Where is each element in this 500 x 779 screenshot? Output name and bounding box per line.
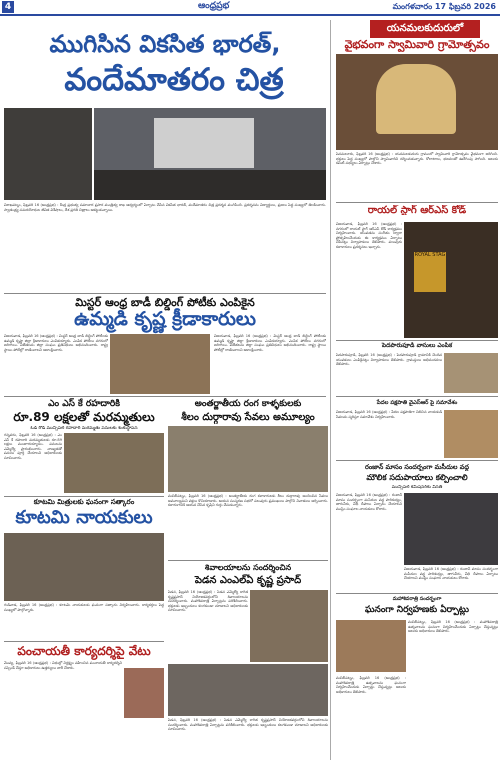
divider xyxy=(336,396,498,397)
story8-kicker: కూటమి మిత్రులకు ఘనంగా సత్కారం xyxy=(33,498,135,506)
story11-body: విజయవాడ, ఫిబ్రవరి 16 (ఆంధ్రప్రభ) : పేదల పక్షపాతిగా నిలిచిన నాయకుడి సేవలను స్మరిస్తూ సమావేశం నిర్వహించారు. xyxy=(336,410,442,419)
story10-photo xyxy=(250,590,328,662)
story1-headline-line1: ముగిసిన వికసిత భారత్, xyxy=(49,30,281,58)
story1-photo-2 xyxy=(94,108,326,200)
divider xyxy=(336,340,498,341)
story3-body: విజయవాడ, ఫిబ్రవరి 16 (ఆంధ్రప్రభ) : నగరంలో రాయల్ స్టాగ్ ఆర్ఎస్ కోడ్ కార్యక్రమం నిర్వహించారు. యువతను సంగీతం ద్వారా ప్రోత్సహించేందుకు ఈ కార్యక్రమం ఏర్పాటు చేసినట్లు నిర్వాహకులు తెలిపారు. పలువురు కళాకారులు ప్రదర్శనలు ఇచ్చారు. xyxy=(336,222,402,249)
story11-photo xyxy=(444,410,498,458)
story13-kicker: ఘనంగా నిర్వహణకు ఏర్పాట్లు xyxy=(364,605,469,615)
column-divider xyxy=(330,20,331,760)
story13-body: మచిలీపట్నం, ఫిబ్రవరి 16 (ఆంధ్రప్రభ) : మహాశివరాత్రి ఉత్సవాలను ఘనంగా నిర్వహించేందుకు ఏర్పాట్లు చేస్తున్నట్లు ఆలయ అధికారులు తెలిపారు. xyxy=(408,620,498,634)
story4-photo xyxy=(110,334,210,394)
story10-body: పెడన, ఫిబ్రవరి 16 (ఆంధ్రప్రభ) : పెడన ఎమ్మెల్యే కాగిత కృష్ణప్రసాద్ నియోజకవర్గంలోని శివాలయాలను సందర్శించారు. మహాశివరాత్రి ఏర్పాట్లను పరిశీలించారు. భక్తులకు ఇబ్బందులు కలగకుండా చూడాలని అధికారులకు సూచించారు. xyxy=(168,590,248,613)
divider xyxy=(336,460,498,461)
story7-body: మచిలీపట్నం, ఫిబ్రవరి 16 (ఆంధ్రప్రభ) : అంతర్జాతీయ రంగ కళాకారులకు శీలం దుర్గారావు అందించిన సేవలు అమూల్యమని వక్తలు కొనియాడారు. ఆయన సంస్మరణ సభలో పలువురు ప్రముఖులు పాల్గొని నివాళులు అర్పించారు. కళారంగానికి ఆయన చేసిన కృషిని గుర్తు చేసుకున్నారు. xyxy=(168,494,328,508)
story3-kicker: రాయల్ స్టాగ్ ఆర్ఎస్ కోడ్ xyxy=(367,205,467,215)
divider xyxy=(4,641,164,642)
story12-headline: మౌలిక సదుపాయాలు కల్పించాలి xyxy=(366,473,468,482)
story13-body-2: మచిలీపట్నం, ఫిబ్రవరి 16 (ఆంధ్రప్రభ) : మహాశివరాత్రి ఉత్సవాలను ఘనంగా నిర్వహించేందుకు ఏర్పాట్లు చేస్తున్నట్లు ఆలయ అధికారులు తెలిపారు. xyxy=(336,676,406,694)
story4-kicker: మిస్టర్ ఆంధ్ర బాడీ బిల్డింగ్ పోటీకు ఎంపికైన xyxy=(75,296,255,309)
story9-body: మొవ్వ, ఫిబ్రవరి 16 (ఆంధ్రప్రభ) : విధుల్లో నిర్లక్ష్యం వహించిన పంచాయతీ కార్యదర్శిని సస్పెండ్ చేస్తూ అధికారులు ఉత్తర్వులు జారీ చేశారు. xyxy=(4,661,122,670)
story7-kicker: అంతర్జాతీయ రంగ కాళ్ళకులకు xyxy=(194,399,302,409)
story7-headline: శీలం దుర్గారావు సేవలు అమూల్యం xyxy=(181,412,315,423)
story10-headline: పెడన ఎంఎల్‌ఏ కృష్ణ ప్రసాద్ xyxy=(194,575,302,586)
story2-kicker: యనమలకుదురులో xyxy=(370,20,480,38)
divider xyxy=(336,202,498,203)
paper-name: ఆంధ్రప్రభ xyxy=(198,1,230,11)
story4-headline: ఉమ్మడి కృష్ణ క్రీడాకారులు xyxy=(74,308,256,330)
divider xyxy=(4,496,164,497)
story5-photo xyxy=(444,353,498,393)
story12-photo xyxy=(404,493,498,565)
story6-headline: రూ.89 లక్షలతో మరమ్మతులు xyxy=(13,410,155,424)
story4-body: విజయవాడ, ఫిబ్రవరి 16 (ఆంధ్రప్రభ) : మిస్టర్ ఆంధ్ర బాడీ బిల్డింగ్ పోటీలకు ఉమ్మడి కృష్ణా జిల్లా క్రీడాకారులు ఎంపికయ్యారు. ఎంపిక పోటీలు నగరంలో జరిగాయి. విజేతలను జిల్లా సంఘం ప్రతినిధులు అభినందించారు. రాష్ట్ర స్థాయి పోటీల్లో రాణించాలని ఆకాంక్షించారు. xyxy=(4,334,108,352)
story4-body-2: విజయవాడ, ఫిబ్రవరి 16 (ఆంధ్రప్రభ) : మిస్టర్ ఆంధ్ర బాడీ బిల్డింగ్ పోటీలకు ఉమ్మడి కృష్ణా జిల్లా క్రీడాకారులు ఎంపికయ్యారు. ఎంపిక పోటీలు నగరంలో జరిగాయి. విజేతలను జిల్లా సంఘం ప్రతినిధులు అభినందించారు. రాష్ట్ర స్థాయి పోటీల్లో రాణించాలని ఆకాంక్షించారు. xyxy=(214,334,326,352)
story1-body: విశాఖపట్నం, ఫిబ్రవరి 16 (ఆంధ్రప్రభ) : కేంద్ర ప్రభుత్వ సమాచార ప్రసార మంత్రిత్వ శాఖ ఆధ్వర్యంలో ఏర్పాటు చేసిన వికసిత భారత్, వందేమాతరం చిత్ర ప్రదర్శన ముగిసింది. ప్రదర్శనను విద్యార్థులు, ప్రజలు పెద్ద సంఖ్యలో తిలకించారు. స్వాతంత్ర్య సమరయోధుల జీవిత విశేషాలు, దేశ ప్రగతి చిత్రాలు ఆకట్టుకున్నాయి. xyxy=(4,203,326,212)
divider xyxy=(336,593,498,594)
story1-headline-line2: వందేమాతరం చిత్ర xyxy=(64,62,284,98)
story13-photo xyxy=(336,620,406,672)
story7-photo xyxy=(168,426,328,492)
story8-headline: కూటమి నాయకులు xyxy=(15,507,153,528)
story6-photo xyxy=(64,433,164,493)
story6-kicker: ఎం ఎస్ కే రహదారికి xyxy=(48,399,120,409)
story2-headline: వైభవంగా స్వామివారి గ్రామోత్సవం xyxy=(344,38,490,51)
story6-subkicker: ఓడీ రోడ్ మున్సిపల్ రహదారి మరమ్మతు పనులకు శంకుస్థాపన xyxy=(30,426,138,431)
divider xyxy=(4,396,326,397)
story10-body-2: పెడన, ఫిబ్రవరి 16 (ఆంధ్రప్రభ) : పెడన ఎమ్మెల్యే కాగిత కృష్ణప్రసాద్ నియోజకవర్గంలోని శివాలయాలను సందర్శించారు. మహాశివరాత్రి ఏర్పాట్లను పరిశీలించారు. భక్తులకు ఇబ్బందులు కలగకుండా చూడాలని అధికారులకు సూచించారు. xyxy=(168,718,328,732)
story8-body: గుడివాడ, ఫిబ్రవరి 16 (ఆంధ్రప్రభ) : కూటమి నాయకులకు ఘనంగా సత్కారం నిర్వహించారు. కార్యకర్తలు పెద్ద సంఖ్యలో పాల్గొన్నారు. xyxy=(4,603,164,612)
story1-photo xyxy=(4,108,92,200)
story8-photo xyxy=(4,533,164,601)
story10-kicker: శివాలయాలను సందర్శించిన xyxy=(204,563,292,572)
story5-body: పెదపారుపూడి, ఫిబ్రవరి 16 (ఆంధ్రప్రభ) : పెదపారుపూడి గ్రామానికి చెందిన యువకులు ఎంపికైనట్లు నిర్వాహకులు తెలిపారు. గ్రామస్తులు అభినందనలు తెలిపారు. xyxy=(336,353,442,367)
story6-body: గన్నవరం, ఫిబ్రవరి 16 (ఆంధ్రప్రభ) : ఎం ఎస్ కే రహదారి మరమ్మతులకు రూ.89 లక్షలు మంజూరయ్యాయి. పనులను ఎమ్మెల్యే ప్రారంభించారు. నాణ్యతతో పనులు పూర్తి చేయాలని అధికారులకు సూచించారు. xyxy=(4,433,62,460)
divider xyxy=(4,293,326,294)
page-number: 4 xyxy=(2,1,14,13)
story11-kicker: పేదల పక్షపాతి వైఎస్ఆర్ పై సమావేశం xyxy=(376,400,458,406)
story2-body: పెనమలూరు, ఫిబ్రవరి 16 (ఆంధ్రప్రభ) : యనమలకుదురు గ్రామంలో స్వామివారి గ్రామోత్సవం వైభవంగా జరిగింది. భక్తులు పెద్ద సంఖ్యలో పాల్గొని స్వామివారిని దర్శించుకున్నారు. కోలాటాలు, భజనలతో ఊరేగింపు సాగింది. ఆలయ కమిటీ సభ్యులు ఏర్పాట్లు చేశారు. xyxy=(336,152,498,166)
story9-photo xyxy=(124,668,164,718)
story12-kicker: రంజాన్ మాసం సందర్భంగా మసీదుల వద్ద xyxy=(364,463,469,471)
story3-photo-label: ROYAL STAG xyxy=(414,252,446,292)
issue-date: మంగళవారం 17 ఫిబ్రవరి 2026 xyxy=(392,2,496,11)
story10-photo-2 xyxy=(168,664,328,716)
story3-photo xyxy=(404,222,498,338)
story12-subkicker: మున్సిపల్ కమిషనర్‌కు వినతి xyxy=(391,485,443,490)
story9-headline: పంచాయతీ కార్యదర్శిపై వేటు xyxy=(17,644,151,658)
story13-subkicker: మహాశివరాత్రి సందర్భంగా xyxy=(392,596,442,602)
story12-body: విజయవాడ, ఫిబ్రవరి 16 (ఆంధ్రప్రభ) : రంజాన్ మాసం సందర్భంగా మసీదుల వద్ద పారిశుధ్యం, తాగునీరు, వీధి దీపాలు ఏర్పాటు చేయాలని ముస్లిం సంఘాల నాయకులు కోరారు. xyxy=(336,493,402,511)
divider xyxy=(168,560,328,561)
story5-kicker: పెదపారుపూడి వాసులు ఎంపిక xyxy=(381,342,453,349)
story12-body-2: విజయవాడ, ఫిబ్రవరి 16 (ఆంధ్రప్రభ) : రంజాన్ మాసం సందర్భంగా మసీదుల వద్ద పారిశుధ్యం, తాగునీరు, వీధి దీపాలు ఏర్పాటు చేయాలని ముస్లిం సంఘాల నాయకులు కోరారు. xyxy=(404,567,498,581)
story2-photo xyxy=(336,54,498,150)
